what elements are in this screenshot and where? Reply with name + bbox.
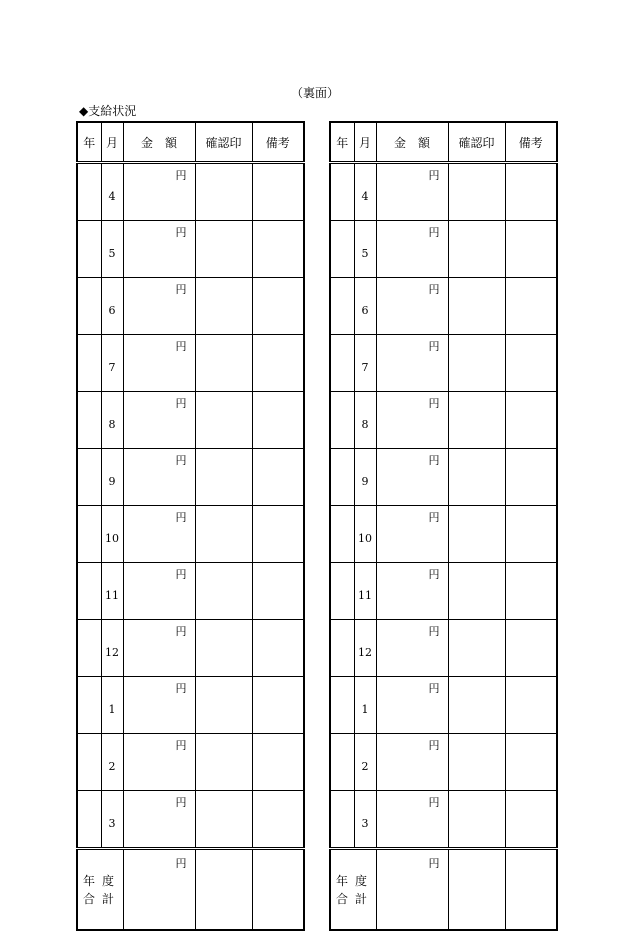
month-row bbox=[77, 449, 304, 506]
month-cell: 12 bbox=[354, 620, 376, 677]
total-amount-cell[interactable]: 円 bbox=[123, 849, 195, 931]
total-label bbox=[330, 849, 376, 931]
remarks-cell[interactable] bbox=[505, 392, 557, 449]
remarks-cell[interactable] bbox=[252, 677, 304, 734]
amount-cell[interactable]: 円 bbox=[376, 163, 448, 221]
month-cell: 1 bbox=[101, 677, 123, 734]
seal-cell[interactable] bbox=[195, 791, 252, 849]
total-seal-cell[interactable] bbox=[448, 849, 505, 931]
month-cell: 10 bbox=[354, 506, 376, 563]
header-year: 年 bbox=[77, 122, 101, 163]
header-row bbox=[77, 122, 304, 163]
amount-cell[interactable]: 円 bbox=[376, 335, 448, 392]
month-cell: 8 bbox=[354, 392, 376, 449]
seal-cell[interactable] bbox=[448, 221, 505, 278]
year-cell[interactable] bbox=[77, 563, 101, 620]
seal-cell[interactable] bbox=[195, 734, 252, 791]
month-row bbox=[330, 449, 557, 506]
amount-cell[interactable]: 円 bbox=[123, 221, 195, 278]
payment-table-right bbox=[329, 121, 558, 931]
amount-cell[interactable]: 円 bbox=[376, 791, 448, 849]
year-cell[interactable] bbox=[77, 278, 101, 335]
month-row bbox=[77, 620, 304, 677]
total-label-line2: 合計 bbox=[336, 891, 375, 906]
remarks-cell[interactable] bbox=[505, 563, 557, 620]
year-cell[interactable] bbox=[330, 563, 354, 620]
total-row bbox=[77, 849, 304, 931]
year-cell[interactable] bbox=[330, 620, 354, 677]
header-month: 月 bbox=[101, 122, 123, 163]
amount-cell[interactable]: 円 bbox=[123, 278, 195, 335]
amount-cell[interactable]: 円 bbox=[376, 563, 448, 620]
year-cell[interactable] bbox=[77, 620, 101, 677]
seal-cell[interactable] bbox=[195, 563, 252, 620]
year-cell[interactable] bbox=[77, 506, 101, 563]
header-amount: 金 額 bbox=[123, 122, 195, 163]
remarks-cell[interactable] bbox=[505, 677, 557, 734]
month-row bbox=[330, 620, 557, 677]
month-row bbox=[77, 163, 304, 221]
seal-cell[interactable] bbox=[195, 392, 252, 449]
month-cell: 3 bbox=[101, 791, 123, 849]
year-cell[interactable] bbox=[330, 791, 354, 849]
total-row bbox=[330, 849, 557, 931]
year-cell[interactable] bbox=[77, 791, 101, 849]
remarks-cell[interactable] bbox=[505, 278, 557, 335]
header-row bbox=[330, 122, 557, 163]
amount-cell[interactable]: 円 bbox=[376, 506, 448, 563]
seal-cell[interactable] bbox=[448, 392, 505, 449]
year-cell[interactable] bbox=[330, 506, 354, 563]
seal-cell[interactable] bbox=[448, 278, 505, 335]
month-cell: 6 bbox=[354, 278, 376, 335]
month-row bbox=[77, 335, 304, 392]
seal-cell[interactable] bbox=[195, 221, 252, 278]
month-cell: 9 bbox=[101, 449, 123, 506]
amount-cell[interactable]: 円 bbox=[123, 563, 195, 620]
seal-cell[interactable] bbox=[195, 506, 252, 563]
month-row bbox=[77, 677, 304, 734]
month-cell: 2 bbox=[101, 734, 123, 791]
month-cell: 1 bbox=[354, 677, 376, 734]
total-label-line1: 年度 bbox=[336, 873, 375, 888]
month-cell: 7 bbox=[101, 335, 123, 392]
header-remarks: 備考 bbox=[252, 122, 304, 163]
month-row bbox=[330, 392, 557, 449]
seal-cell[interactable] bbox=[195, 620, 252, 677]
seal-cell[interactable] bbox=[195, 335, 252, 392]
month-row bbox=[77, 734, 304, 791]
month-row bbox=[330, 734, 557, 791]
month-cell: 11 bbox=[101, 563, 123, 620]
seal-cell[interactable] bbox=[195, 278, 252, 335]
remarks-cell[interactable] bbox=[252, 449, 304, 506]
total-remarks-cell[interactable] bbox=[252, 849, 304, 931]
amount-cell[interactable]: 円 bbox=[376, 392, 448, 449]
month-row bbox=[330, 791, 557, 849]
remarks-cell[interactable] bbox=[252, 163, 304, 221]
total-amount-cell[interactable]: 円 bbox=[376, 849, 448, 931]
amount-cell[interactable]: 円 bbox=[376, 620, 448, 677]
amount-cell[interactable]: 円 bbox=[376, 677, 448, 734]
amount-cell[interactable]: 円 bbox=[123, 335, 195, 392]
month-cell: 6 bbox=[101, 278, 123, 335]
amount-cell[interactable]: 円 bbox=[123, 392, 195, 449]
page-heading: （裏面） bbox=[290, 86, 339, 100]
year-cell[interactable] bbox=[330, 221, 354, 278]
seal-cell[interactable] bbox=[448, 620, 505, 677]
month-cell: 9 bbox=[354, 449, 376, 506]
total-seal-cell[interactable] bbox=[195, 849, 252, 931]
amount-cell[interactable]: 円 bbox=[123, 677, 195, 734]
seal-cell[interactable] bbox=[448, 677, 505, 734]
remarks-cell[interactable] bbox=[252, 392, 304, 449]
amount-cell[interactable]: 円 bbox=[376, 449, 448, 506]
section-title: ◆支給状況 bbox=[79, 104, 137, 118]
header-year: 年 bbox=[330, 122, 354, 163]
seal-cell[interactable] bbox=[448, 163, 505, 221]
seal-cell[interactable] bbox=[195, 163, 252, 221]
month-row bbox=[77, 392, 304, 449]
remarks-cell[interactable] bbox=[505, 221, 557, 278]
year-cell[interactable] bbox=[330, 392, 354, 449]
month-cell: 7 bbox=[354, 335, 376, 392]
amount-cell[interactable]: 円 bbox=[123, 734, 195, 791]
header-month: 月 bbox=[354, 122, 376, 163]
month-cell: 4 bbox=[101, 163, 123, 221]
amount-cell[interactable]: 円 bbox=[123, 506, 195, 563]
amount-cell[interactable]: 円 bbox=[376, 734, 448, 791]
seal-cell[interactable] bbox=[448, 563, 505, 620]
amount-cell[interactable]: 円 bbox=[376, 278, 448, 335]
month-row bbox=[77, 278, 304, 335]
seal-cell[interactable] bbox=[448, 791, 505, 849]
remarks-cell[interactable] bbox=[252, 791, 304, 849]
amount-cell[interactable]: 円 bbox=[123, 791, 195, 849]
month-row bbox=[330, 506, 557, 563]
month-row bbox=[330, 335, 557, 392]
year-cell[interactable] bbox=[77, 163, 101, 221]
month-cell: 10 bbox=[101, 506, 123, 563]
remarks-cell[interactable] bbox=[252, 278, 304, 335]
year-cell[interactable] bbox=[77, 734, 101, 791]
remarks-cell[interactable] bbox=[505, 734, 557, 791]
header-amount: 金 額 bbox=[376, 122, 448, 163]
amount-cell[interactable]: 円 bbox=[123, 163, 195, 221]
header-seal: 確認印 bbox=[195, 122, 252, 163]
remarks-cell[interactable] bbox=[505, 449, 557, 506]
year-cell[interactable] bbox=[330, 278, 354, 335]
year-cell[interactable] bbox=[77, 449, 101, 506]
header-seal: 確認印 bbox=[448, 122, 505, 163]
remarks-cell[interactable] bbox=[505, 791, 557, 849]
remarks-cell[interactable] bbox=[252, 620, 304, 677]
month-row bbox=[77, 791, 304, 849]
month-row bbox=[77, 563, 304, 620]
month-cell: 4 bbox=[354, 163, 376, 221]
seal-cell[interactable] bbox=[195, 677, 252, 734]
seal-cell[interactable] bbox=[448, 734, 505, 791]
payment-table-left bbox=[76, 121, 305, 931]
month-cell: 5 bbox=[354, 221, 376, 278]
header-remarks: 備考 bbox=[505, 122, 557, 163]
month-cell: 5 bbox=[101, 221, 123, 278]
remarks-cell[interactable] bbox=[252, 221, 304, 278]
remarks-cell[interactable] bbox=[252, 563, 304, 620]
month-cell: 2 bbox=[354, 734, 376, 791]
month-row bbox=[330, 563, 557, 620]
amount-cell[interactable]: 円 bbox=[376, 221, 448, 278]
seal-cell[interactable] bbox=[195, 449, 252, 506]
seal-cell[interactable] bbox=[448, 506, 505, 563]
total-label-line2: 合計 bbox=[83, 891, 122, 906]
year-cell[interactable] bbox=[77, 221, 101, 278]
total-label-line1: 年度 bbox=[83, 873, 122, 888]
total-remarks-cell[interactable] bbox=[505, 849, 557, 931]
year-cell[interactable] bbox=[330, 163, 354, 221]
remarks-cell[interactable] bbox=[505, 335, 557, 392]
month-row bbox=[77, 221, 304, 278]
month-row bbox=[330, 221, 557, 278]
remarks-cell[interactable] bbox=[505, 620, 557, 677]
month-row bbox=[330, 677, 557, 734]
month-cell: 12 bbox=[101, 620, 123, 677]
year-cell[interactable] bbox=[77, 335, 101, 392]
year-cell[interactable] bbox=[77, 677, 101, 734]
year-cell[interactable] bbox=[330, 335, 354, 392]
month-cell: 8 bbox=[101, 392, 123, 449]
remarks-cell[interactable] bbox=[252, 335, 304, 392]
month-row bbox=[77, 506, 304, 563]
month-row bbox=[330, 163, 557, 221]
month-rows bbox=[77, 163, 304, 849]
amount-cell[interactable]: 円 bbox=[123, 620, 195, 677]
month-cell: 3 bbox=[354, 791, 376, 849]
remarks-cell[interactable] bbox=[252, 506, 304, 563]
month-cell: 11 bbox=[354, 563, 376, 620]
total-label bbox=[77, 849, 123, 931]
year-cell[interactable] bbox=[330, 449, 354, 506]
year-cell[interactable] bbox=[330, 734, 354, 791]
remarks-cell[interactable] bbox=[252, 734, 304, 791]
amount-cell[interactable]: 円 bbox=[123, 449, 195, 506]
remarks-cell[interactable] bbox=[505, 163, 557, 221]
year-cell[interactable] bbox=[77, 392, 101, 449]
remarks-cell[interactable] bbox=[505, 506, 557, 563]
month-rows bbox=[330, 163, 557, 849]
month-row bbox=[330, 278, 557, 335]
year-cell[interactable] bbox=[330, 677, 354, 734]
seal-cell[interactable] bbox=[448, 449, 505, 506]
seal-cell[interactable] bbox=[448, 335, 505, 392]
